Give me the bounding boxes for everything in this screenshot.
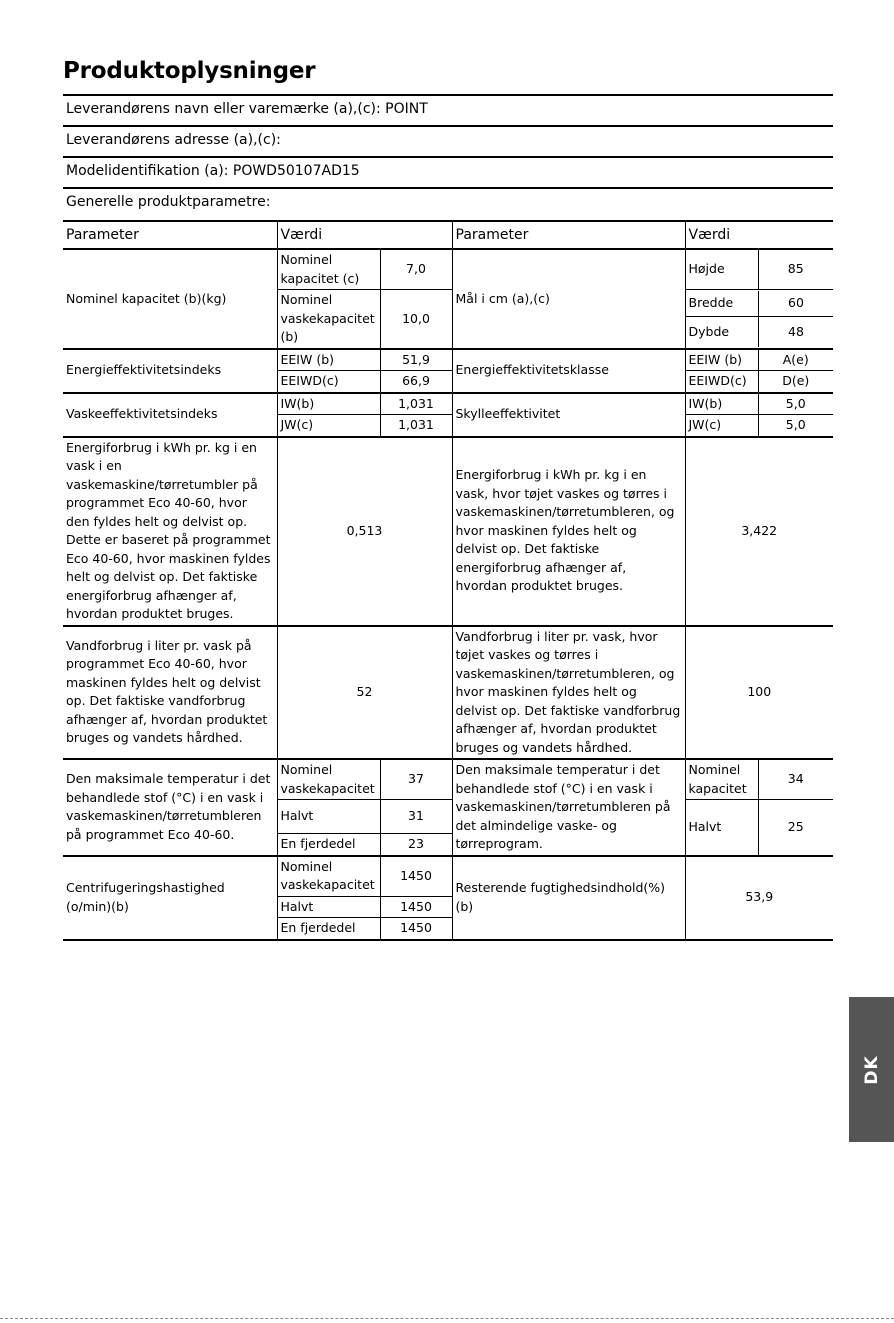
wash-capacity-label: Nominel vaskekapacitet (b) bbox=[277, 290, 380, 349]
energy-consumption-value-2: 3,422 bbox=[685, 437, 833, 626]
eeiwd-value: 66,9 bbox=[380, 371, 452, 393]
table-header-row bbox=[63, 222, 833, 249]
dimensions-label: Mål i cm (a),(c) bbox=[452, 249, 685, 349]
eeiwd-label: EEIWD(c) bbox=[277, 371, 380, 393]
rinse-iw-label: IW(b) bbox=[685, 393, 758, 415]
max-temp-half2-label: Halvt bbox=[685, 800, 758, 856]
table-row bbox=[63, 249, 833, 290]
general-parameters: Generelle produktparametre: bbox=[66, 194, 271, 210]
water-consumption-label-2: Vandforbrug i liter pr. vask, hvor tøjet vaskes og tørres i vaskemaskinen/tørretumbleren, og hvor maskinen fyldes helt og delvist op. Det faktiske vandforbrug afhænger af, hvordan produktet bruges og vandets hårdhed. bbox=[452, 626, 685, 760]
width-value: 60 bbox=[759, 291, 834, 317]
energy-consumption-label-2: Energiforbrug i kWh pr. kg i en vask, hvor tøjet vaskes og tørres i vaskemaskinen/tørretumbleren, og hvor maskinen fyldes helt og delvist op. Det faktiske energiforbrug afhænger af, hvordan produktet bruges. bbox=[452, 437, 685, 626]
rinse-label: Skylleeffektivitet bbox=[452, 393, 685, 437]
product-spec-table bbox=[63, 222, 833, 941]
max-temp-quarter-value: 23 bbox=[380, 834, 452, 856]
table-row bbox=[63, 349, 833, 371]
spin-quarter-label: En fjerdedel bbox=[277, 918, 380, 940]
rule bbox=[63, 156, 833, 158]
class-wd-value: D(e) bbox=[758, 371, 833, 393]
header-value: Værdi bbox=[277, 222, 452, 249]
table-row bbox=[63, 393, 833, 415]
language-tab bbox=[849, 997, 894, 1142]
footer-rule bbox=[0, 1318, 894, 1319]
max-temp-half-label: Halvt bbox=[277, 800, 380, 834]
wash-capacity-value: 10,0 bbox=[380, 290, 452, 349]
jw-value: 1,031 bbox=[380, 415, 452, 437]
nominal-capacity-value: 7,0 bbox=[380, 249, 452, 290]
max-temp-nominal2-label: Nominel kapacitet bbox=[685, 759, 758, 800]
height-value: 85 bbox=[758, 249, 833, 290]
spin-label: Centrifugeringshastighed (o/min)(b) bbox=[63, 856, 277, 940]
max-temp-nominal-value: 37 bbox=[380, 759, 452, 800]
water-consumption-label: Vandforbrug i liter pr. vask på programmet Eco 40-60, hvor maskinen fyldes helt og delvist op. Det faktiske vandforbrug afhænger af, hvordan produktet bruges og vandets hårdhed. bbox=[63, 626, 277, 760]
table-row bbox=[63, 759, 833, 800]
jw-label: JW(c) bbox=[277, 415, 380, 437]
rinse-iw-value: 5,0 bbox=[758, 393, 833, 415]
spin-nominal-label: Nominel vaskekapacitet bbox=[277, 856, 380, 897]
height-label: Højde bbox=[685, 249, 758, 290]
supplier-name: Leverandørens navn eller varemærke (a),(c): POINT bbox=[66, 101, 428, 117]
rule bbox=[63, 187, 833, 189]
water-consumption-value-2: 100 bbox=[685, 626, 833, 760]
nominal-capacity-label: Nominel kapacitet (c) bbox=[277, 249, 380, 290]
rule bbox=[63, 94, 833, 96]
table-row bbox=[63, 856, 833, 897]
header-value-2: Værdi bbox=[685, 222, 833, 249]
iw-label: IW(b) bbox=[277, 393, 380, 415]
language-tab-label: DK bbox=[861, 1054, 882, 1085]
header-parameter-2: Parameter bbox=[452, 222, 685, 249]
spin-half-label: Halvt bbox=[277, 896, 380, 918]
table-row bbox=[63, 437, 833, 626]
max-temp-label-2: Den maksimale temperatur i det behandlede stof (°C) i en vask i vaskemaskinen/tørretumbleren på det almindelige vaske- og tørreprogram. bbox=[452, 759, 685, 856]
max-temp-half-value: 31 bbox=[380, 800, 452, 834]
class-w-label: EEIW (b) bbox=[685, 349, 758, 371]
header-parameter: Parameter bbox=[63, 222, 277, 249]
rinse-jw-value: 5,0 bbox=[758, 415, 833, 437]
energy-class-label: Energieffektivitetsklasse bbox=[452, 349, 685, 393]
spin-quarter-value: 1450 bbox=[380, 918, 452, 940]
eeiw-label: EEIW (b) bbox=[277, 349, 380, 371]
class-wd-label: EEIWD(c) bbox=[685, 371, 758, 393]
moisture-label: Resterende fugtighedsindhold(%)(b) bbox=[452, 856, 685, 940]
moisture-value: 53,9 bbox=[685, 856, 833, 940]
supplier-address: Leverandørens adresse (a),(c): bbox=[66, 132, 281, 148]
max-temp-half2-value: 25 bbox=[758, 800, 833, 856]
energy-consumption-label: Energiforbrug i kWh pr. kg i en vask i en vaskemaskine/tørretumbler på programmet Eco 40-60, hvor den fyldes helt og delvist op. Dette er baseret på programmet Eco 40-60, hvor maskinen fyldes helt og delvist op. Det faktiske energiforbrug afhænger af, hvordan produktet bruges. bbox=[63, 437, 277, 626]
class-w-value: A(e) bbox=[758, 349, 833, 371]
dimension-sub-cells bbox=[685, 290, 833, 349]
spin-nominal-value: 1450 bbox=[380, 856, 452, 897]
energy-consumption-value: 0,513 bbox=[277, 437, 452, 626]
max-temp-quarter-label: En fjerdedel bbox=[277, 834, 380, 856]
model-identification: Modelidentifikation (a): POWD50107AD15 bbox=[66, 163, 360, 179]
table-row bbox=[63, 626, 833, 760]
iw-value: 1,031 bbox=[380, 393, 452, 415]
depth-label: Dybde bbox=[686, 317, 759, 347]
water-consumption-value: 52 bbox=[277, 626, 452, 760]
width-label: Bredde bbox=[686, 291, 759, 317]
eeiw-value: 51,9 bbox=[380, 349, 452, 371]
energy-index-label: Energieffektivitetsindeks bbox=[63, 349, 277, 393]
rinse-jw-label: JW(c) bbox=[685, 415, 758, 437]
page-title: Produktoplysninger bbox=[63, 58, 316, 84]
wash-index-label: Vaskeeffektivitetsindeks bbox=[63, 393, 277, 437]
spin-half-value: 1450 bbox=[380, 896, 452, 918]
max-temp-nominal2-value: 34 bbox=[758, 759, 833, 800]
max-temp-nominal-label: Nominel vaskekapacitet bbox=[277, 759, 380, 800]
dimension-subtable bbox=[686, 291, 834, 347]
depth-value: 48 bbox=[759, 317, 834, 347]
max-temp-label: Den maksimale temperatur i det behandlede stof (°C) i en vask i vaskemaskinen/tørretumbleren på programmet Eco 40-60. bbox=[63, 759, 277, 856]
capacity-label: Nominel kapacitet (b)(kg) bbox=[63, 249, 277, 349]
rule bbox=[63, 125, 833, 127]
